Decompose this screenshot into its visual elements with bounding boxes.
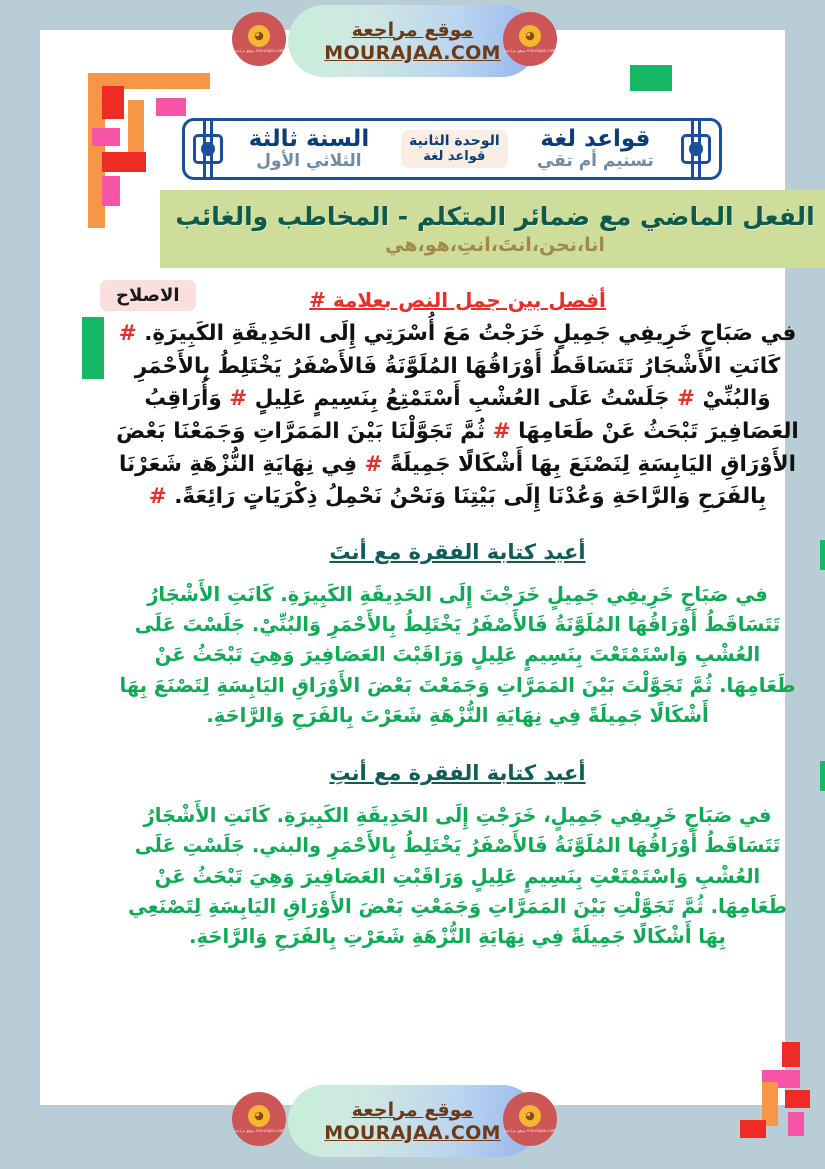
unit-number: الوحدة الثانية: [409, 133, 500, 150]
brand-disc-icon-4: ◕: [519, 1105, 541, 1127]
decor-green-heading-bar-2: [820, 540, 825, 570]
year-field: [233, 127, 385, 171]
brand-disc-icon-1: ◕: [248, 25, 270, 47]
decor-red-block-1: [102, 86, 124, 119]
brand-arabic-top: موقع مراجعة: [351, 18, 474, 41]
unit-field: [385, 130, 524, 168]
school-year: السنة ثالثة: [248, 126, 370, 152]
exercise-2-heading-wrap: [100, 540, 815, 564]
brand-arabic-bottom: موقع مراجعة: [351, 1098, 474, 1121]
exercise-1-heading: أفصل بين جمل النص بعلامة #: [309, 288, 606, 312]
brand-url-bottom: MOURAJAA.COM: [324, 1121, 501, 1144]
term-name: الثلاثي الأول: [256, 151, 362, 172]
brand-pill-top: [288, 5, 538, 77]
brand-logo-caption-2: موقع مراجعة mourajaa.com: [504, 47, 556, 53]
exercise-3-heading-wrap: [100, 761, 815, 785]
subject-field: [524, 127, 667, 171]
teacher-name: تسنيم أم تقي: [536, 151, 654, 172]
brand-logo-icon-bottom-right: [503, 1092, 557, 1146]
decor-pink-block-3: [102, 176, 120, 206]
decor-red-block-2: [102, 152, 146, 172]
exercise-3-answer: في صَبَاحٍ خَرِيفِي جَمِيلٍ، خَرَجْتِ إِلَى الحَدِيقَةِ الكَبِيرَةِ. كَانَتِ الأَشْجَارُ تَتَسَاقَطُ أَوْرَاقُهَا المُلَوَّنَةُ فَالأَصْفَرُ يَخْتَلِطُ بِالأَحْمَرِ والبني. جَلَسْتِ عَلَى العُشْبِ وَاسْتَمْتَعْتِ بِنَسِيمٍ عَلِيلٍ وَرَاقَبْتِ العَصَافِيرَ وَهِيَ تَبْحَثُ عَنْ طَعَامِهَا. ثُمَّ تَجَوَّلْتِ بَيْنَ المَمَرَّاتِ وَجَمَعْتِ بَعْضَ الأَوْرَاقِ اليَابِسَةِ لِتَصْنَعِي بِهَا أَشْكَالًا جَمِيلَةً فِي نِهَايَةِ النُّزْهَةِ شَعَرْتِ بِالفَرَحِ وَالرَّاحَةِ.: [127, 804, 787, 948]
pin-dot-left: [201, 142, 215, 156]
lesson-info-header: [182, 118, 722, 180]
brand-logo-icon-bottom-left: [232, 1092, 286, 1146]
brand-logo-caption-1: موقع مراجعة mourajaa.com: [233, 47, 285, 53]
hash-separator: #: [229, 386, 248, 412]
brand-logo-caption-3: موقع مراجعة mourajaa.com: [233, 1127, 285, 1133]
brand-pill-bottom: [288, 1085, 538, 1157]
exercise-1-heading-wrap: [100, 288, 815, 312]
brand-watermark-bottom: [0, 1082, 825, 1160]
exercise-2-answer: في صَبَاحٍ خَرِيفِي جَمِيلٍ خَرَجْتَ إِلَى الحَدِيقَةِ الكَبِيرَةِ. كَانَتِ الأَشْجَارُ تَتَسَاقَطُ أَوْرَاقُهَا المُلَوَّنَةُ فَالأَصْفَرُ يَخْتَلِطُ بِالأَحْمَرِ وَالبُنِّيْ. جَلَسْتَ عَلَى العُشْبِ وَاسْتَمْتَعْتَ بِنَسِيمٍ عَلِيلٍ وَرَاقَبْتَ العَصَافِيرَ وَهِيَ تَبْحَثُ عَنْ طَعَامِهَا. ثُمَّ تَجَوَّلْتَ بَيْنَ المَمَرَّاتِ وَجَمَعْتَ بَعْضَ الأَوْرَاقِ اليَابِسَةِ لِتَصْنَعَ بِهَا أَشْكَالًا جَمِيلَةً فِي نِهَايَةِ النُّزْهَةِ شَعَرْتَ بِالفَرَحِ وَالرَّاحَةِ.: [119, 583, 796, 727]
worksheet-content: [100, 288, 815, 952]
brand-watermark-top: [0, 2, 825, 80]
pin-dot-right: [689, 142, 703, 156]
brand-disc-icon-3: ◕: [248, 1105, 270, 1127]
decor-green-heading-bar-3: [820, 761, 825, 791]
exercise-3-heading: أعيد كتابة الفقرة مع أنتِ: [329, 761, 586, 786]
decor-bottom-red-1: [782, 1042, 800, 1067]
hash-separator: #: [118, 321, 137, 346]
hash-separator: #: [492, 419, 511, 445]
hash-separator: #: [676, 386, 695, 412]
brand-url-top: MOURAJAA.COM: [324, 41, 501, 64]
hash-separator: #: [148, 484, 167, 510]
correction-badge: الاصلاح: [100, 280, 196, 311]
decor-orange-bar-vertical-2: [128, 100, 144, 153]
brand-logo-caption-4: موقع مراجعة mourajaa.com: [504, 1127, 556, 1133]
unit-subject: قواعد لغة: [423, 148, 486, 164]
exercise-2-heading: أعيد كتابة الفقرة مع أنتَ: [329, 540, 586, 565]
hash-separator: #: [364, 451, 383, 477]
lesson-title-banner: [160, 190, 825, 268]
exercise-1-text: في صَبَاحٍ خَرِيفِي جَمِيلٍ خَرَجْتُ مَعَ أُسْرَتِي إِلَى الحَدِيقَةِ الكَبِيرَةِ. # كَانَتِ الأَشْجَارُ تَتَسَاقَطُ أَوْرَاقُهَا المُلَوَّنَةُ فَالأَصْفَرُ يَخْتَلِطُ بِالأَحْمَرِ وَالبُنِّيْ # جَلَسْتُ عَلَى العُشْبِ أَسْتَمْتِعُ بِنَسِيمٍ عَلِيلٍ # وَأُرَاقِبُ العَصَافِيرَ تَبْحَثُ عَنْ طَعَامِهَا # ثُمَّ تَجَوَّلْنَا بَيْنَ المَمَرَّاتِ وَجَمَعْنَا بَعْضَ الأَوْرَاقِ اليَابِسَةِ لِنَصْنَعَ بِهَا أَشْكَالًا جَمِيلَةً # فِي نِهَايَةِ النُّزْهَةِ شَعَرْنَا بِالفَرَحِ وَالرَّاحَةِ وَعُدْنَا إِلَى بَيْتِنَا وَنَحْنُ نَحْمِلُ ذِكْرَيَاتٍ رَائِعَةً. #: [116, 321, 799, 510]
lesson-subtitle: انا،نحن،انتَ،انتِ،هو،هي: [385, 234, 605, 256]
decor-pink-block-2: [92, 128, 120, 146]
brand-logo-icon-top-right: [503, 12, 557, 66]
pin-icon-right: [681, 134, 711, 164]
pin-icon-left: [193, 134, 223, 164]
decor-pink-block-1: [156, 98, 186, 116]
brand-logo-icon-top-left: [232, 12, 286, 66]
brand-disc-icon-2: ◕: [519, 25, 541, 47]
subject-name: قواعد لغة: [540, 126, 651, 152]
lesson-title: الفعل الماضي مع ضمائر المتكلم - المخاطب والغائب: [175, 202, 815, 231]
unit-chip: [401, 130, 508, 168]
worksheet-page: [40, 30, 815, 1105]
